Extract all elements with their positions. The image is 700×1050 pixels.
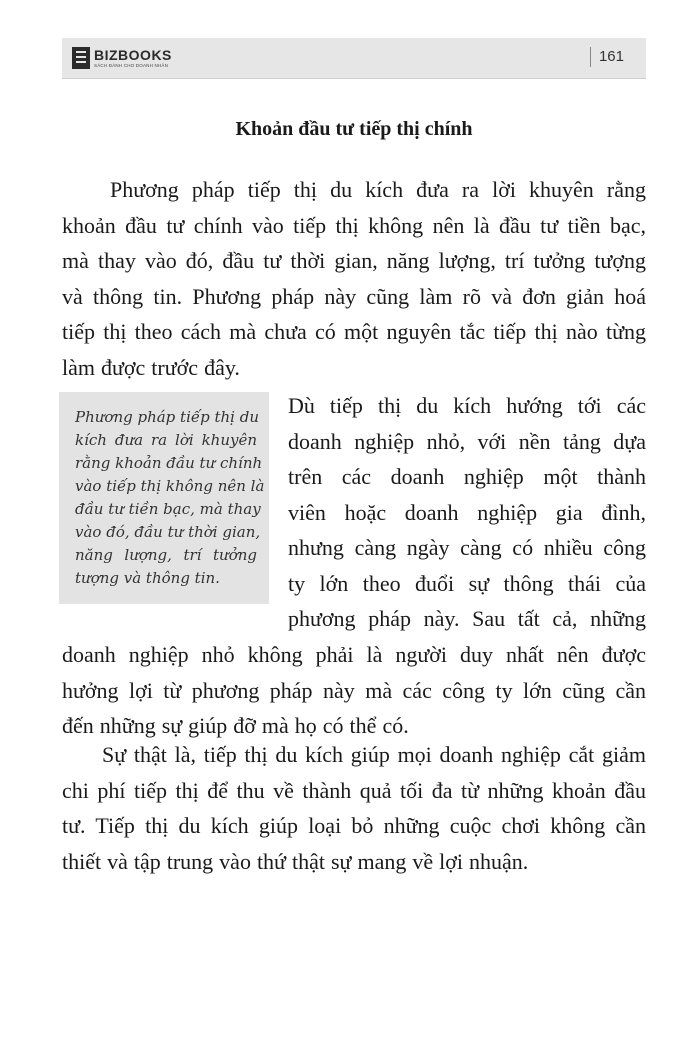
paragraph-line: nhưng càng ngày càng có nhiều công [288,535,646,560]
page-number: 161 [590,47,624,67]
pull-quote-line: rằng khoản đầu tư chính [75,454,263,472]
paragraph-line: tiếp thị theo cách mà chưa có một nguyên tắc tiếp thị nào từng [62,319,646,344]
paragraph-line: mà thay vào đó, đầu tư thời gian, năng lượng, trí tưởng tượng [62,248,646,273]
paragraph-line: Phương pháp tiếp thị du kích đưa ra lời khuyên rằng [110,177,646,202]
paragraph-line: đến những sự giúp đỡ mà họ có thể có. [62,713,409,738]
paragraph-1 [62,172,646,385]
pull-quote-line: Phương pháp tiếp thị du [75,408,259,426]
pull-quote-line: vào tiếp thị không nên là [75,477,265,495]
logo-tagline: SÁCH ĐÀNH CHO DOANH NHÂN [94,62,169,68]
paragraph-line: viên hoặc doanh nghiệp gia đình, [288,499,646,525]
paragraph-line: và thông tin. Phương pháp này cũng làm rõ và đơn giản hoá [62,283,646,309]
paragraph-line: làm được trước đây. [62,354,240,380]
paragraph-line: hưởng lợi từ phương pháp này mà các công ty lớn cũng cần [62,677,646,703]
pull-quote-line: kích đưa ra lời khuyên [75,431,257,449]
paragraph-line: doanh nghiệp nhỏ, với nền tảng dựa [288,428,646,454]
pull-quote-line: năng lượng, trí tưởng [75,546,257,564]
paragraph-line: ty lớn theo đuổi sự thông thái của [288,570,646,596]
section-title: Khoản đầu tư tiếp thị chính [235,118,473,140]
paragraph-2-narrow [288,388,646,637]
paragraph-line: tư. Tiếp thị du kích giúp loại bỏ những cuộc chơi không cần [62,813,646,838]
pull-quote-line: tượng và thông tin. [75,569,220,587]
paragraph-line: thiết và tập trung vào thứ thật sự mang về lợi nhuận. [62,848,529,874]
logo-brand: BIZBOOKS [94,46,172,63]
paragraph-line: phương pháp này. Sau tất cả, những [288,606,646,631]
running-header [62,38,646,79]
paragraph-line: Dù tiếp thị du kích hướng tới các [288,393,646,418]
paragraph-line: chi phí tiếp thị để thu về thành quả tối đa từ những khoản đầu [62,777,646,803]
paragraph-line: khoản đầu tư chính vào tiếp thị không nên là đầu tư tiền bạc, [62,212,646,238]
pull-quote-line: đầu tư tiền bạc, mà thay [75,500,261,518]
bizbooks-logo-icon [72,47,90,69]
paragraph-line: Sự thật là, tiếp thị du kích giúp mọi doanh nghiệp cắt giảm [102,742,646,767]
pull-quote-line: vào đó, đầu tư thời gian, [75,523,261,541]
paragraph-line: doanh nghiệp nhỏ không phải là người duy nhất nên được [62,642,646,667]
publisher-logo [72,43,172,73]
pull-quote [59,392,269,604]
paragraph-line: trên các doanh nghiệp một thành [288,464,646,489]
paragraph-3 [62,737,646,879]
paragraph-2-wide [62,637,646,744]
